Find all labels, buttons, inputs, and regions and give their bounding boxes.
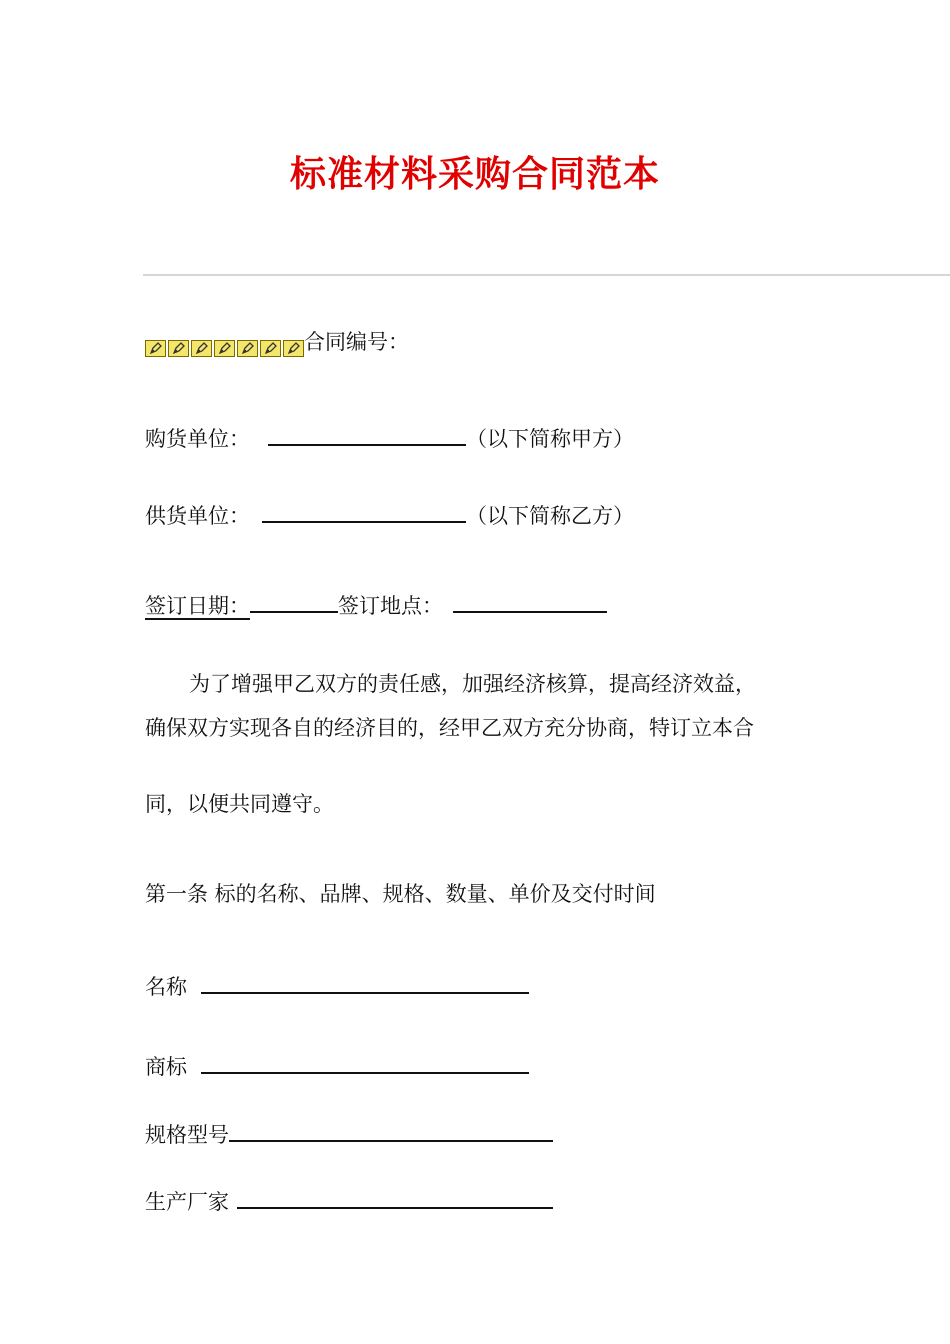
- spec-label: 规格型号: [145, 1123, 229, 1147]
- maker-row: [145, 1185, 553, 1216]
- pen-icon: [237, 340, 258, 357]
- pen-icon: [260, 340, 281, 357]
- pen-icon: [283, 340, 304, 357]
- sign-place-blank[interactable]: [453, 589, 607, 613]
- document-title: 标准材料采购合同范本: [289, 153, 660, 195]
- sign-place-label: 签订地点：: [338, 594, 443, 618]
- pen-icon: [168, 340, 189, 357]
- intro-line-2: 确保双方实现各自的经济目的，经甲乙双方充分协商，特订立本合: [145, 716, 754, 740]
- brand-blank[interactable]: [201, 1050, 529, 1074]
- supplier-blank[interactable]: [262, 499, 466, 523]
- buyer-label: 购货单位：: [145, 427, 250, 451]
- supplier-row: [145, 499, 634, 530]
- name-blank[interactable]: [201, 970, 529, 994]
- maker-blank[interactable]: [237, 1185, 553, 1209]
- horizontal-divider: [143, 274, 950, 276]
- brand-row: [145, 1050, 529, 1081]
- article-1-heading: 第一条 标的名称、品牌、规格、数量、单价及交付时间: [145, 882, 656, 906]
- pen-icon: [191, 340, 212, 357]
- name-row: [145, 970, 529, 1001]
- contract-number-label: 合同编号：: [304, 330, 409, 354]
- buyer-suffix: （以下简称甲方）: [466, 427, 634, 451]
- icon-strip: [145, 333, 304, 350]
- pen-icon: [214, 340, 235, 357]
- intro-line-3: 同，以便共同遵守。: [145, 792, 334, 816]
- buyer-blank[interactable]: [268, 422, 466, 446]
- sign-row: [145, 589, 607, 620]
- maker-label: 生产厂家: [145, 1190, 229, 1214]
- sign-date-blank[interactable]: [250, 589, 338, 613]
- supplier-suffix: （以下简称乙方）: [466, 504, 634, 528]
- supplier-label: 供货单位：: [145, 504, 250, 528]
- sign-date-label: 签订日期：: [145, 594, 250, 618]
- name-label: 名称: [145, 975, 187, 999]
- spec-row: [145, 1118, 553, 1149]
- contract-number-row: [145, 328, 409, 356]
- brand-label: 商标: [145, 1055, 187, 1079]
- spec-blank[interactable]: [229, 1118, 553, 1142]
- pen-icon: [145, 340, 166, 357]
- intro-line-1: 为了增强甲乙双方的责任感，加强经济核算，提高经济效益，: [189, 672, 756, 696]
- buyer-row: [145, 422, 634, 453]
